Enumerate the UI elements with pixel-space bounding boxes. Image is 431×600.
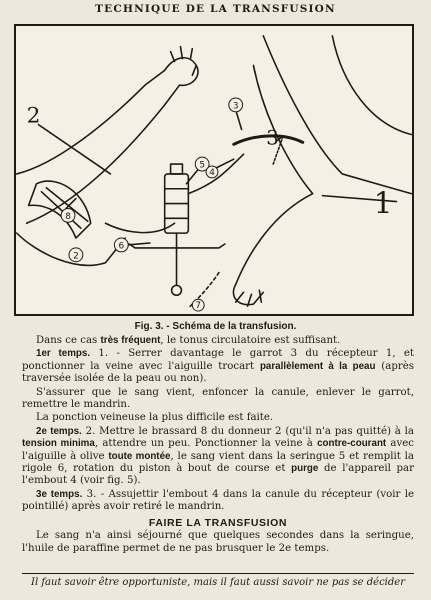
receiver-hand bbox=[233, 284, 263, 306]
figure-caption: Fig. 3. - Schéma de la transfusion. bbox=[134, 321, 297, 332]
transfusion-drawing bbox=[16, 26, 412, 314]
paragraph: La ponction veineuse la plus difficile est faite. bbox=[36, 412, 274, 424]
paragraph: 2e temps. 2. Mettre le brassard 8 du donneur 2 (qu'il n'a pas quitté) à la tension minima, attendre un peu. Ponctionner la veine à contre-courant avec l'aiguille à olive toute montée, le sang vient dans la seringue 5 et remplit la rigole 6, rotation du piston à bout de course et purge de l'appareil par l'embout 4 (voir fig. 5). bbox=[22, 425, 414, 487]
label-4: 4 bbox=[209, 167, 215, 178]
label-1: 1 bbox=[373, 186, 393, 221]
receiver-arm bbox=[236, 36, 412, 285]
transfusion-illustration bbox=[14, 24, 414, 316]
running-header: TECHNIQUE DE LA TRANSFUSION bbox=[95, 3, 336, 15]
paragraph: 1er temps. 1. - Serrer davantage le garrot 3 du récepteur 1, et ponctionner la veine avec l'aiguille trocart parallèlement à la peau (après traversée isolée de la peau ou non). bbox=[22, 348, 414, 385]
body-text bbox=[22, 335, 414, 556]
label-5: 5 bbox=[199, 160, 205, 171]
label-2: 2 bbox=[26, 103, 41, 129]
label-3-dotted: 3 bbox=[266, 126, 279, 150]
paragraph: S'assurer que le sang vient, enfoncer la canule, enlever le garrot, remettre le mandrin. bbox=[22, 386, 414, 411]
donor-hand bbox=[165, 47, 198, 86]
label-8: 8 bbox=[65, 211, 71, 222]
paragraph: 3e temps. 3. - Assujettir l'embout 4 dans la canule du récepteur (voir le pointillé) après avoir retiré le mandrin. bbox=[22, 488, 414, 513]
donor-arm bbox=[17, 70, 180, 223]
section-title: FAIRE LA TRANSFUSION bbox=[148, 516, 288, 529]
paragraph: Le sang n'a ainsi séjourné que quelques secondes dans la seringue, l'huile de paraffine permet de ne pas brusquer le 2e temps. bbox=[22, 530, 414, 554]
label-2-small: 2 bbox=[73, 251, 79, 262]
label-7: 7 bbox=[195, 301, 202, 312]
label-6: 6 bbox=[118, 241, 125, 252]
footer-quote: Il faut savoir être opportuniste, mais il faut aussi savoir ne pas se décider bbox=[31, 577, 405, 588]
divider bbox=[22, 573, 414, 574]
paragraph: Dans ce cas très fréquent, le tonus circulatoire est suffisant. bbox=[36, 335, 341, 346]
receiver-torso bbox=[332, 36, 411, 135]
label-3: 3 bbox=[232, 101, 239, 112]
